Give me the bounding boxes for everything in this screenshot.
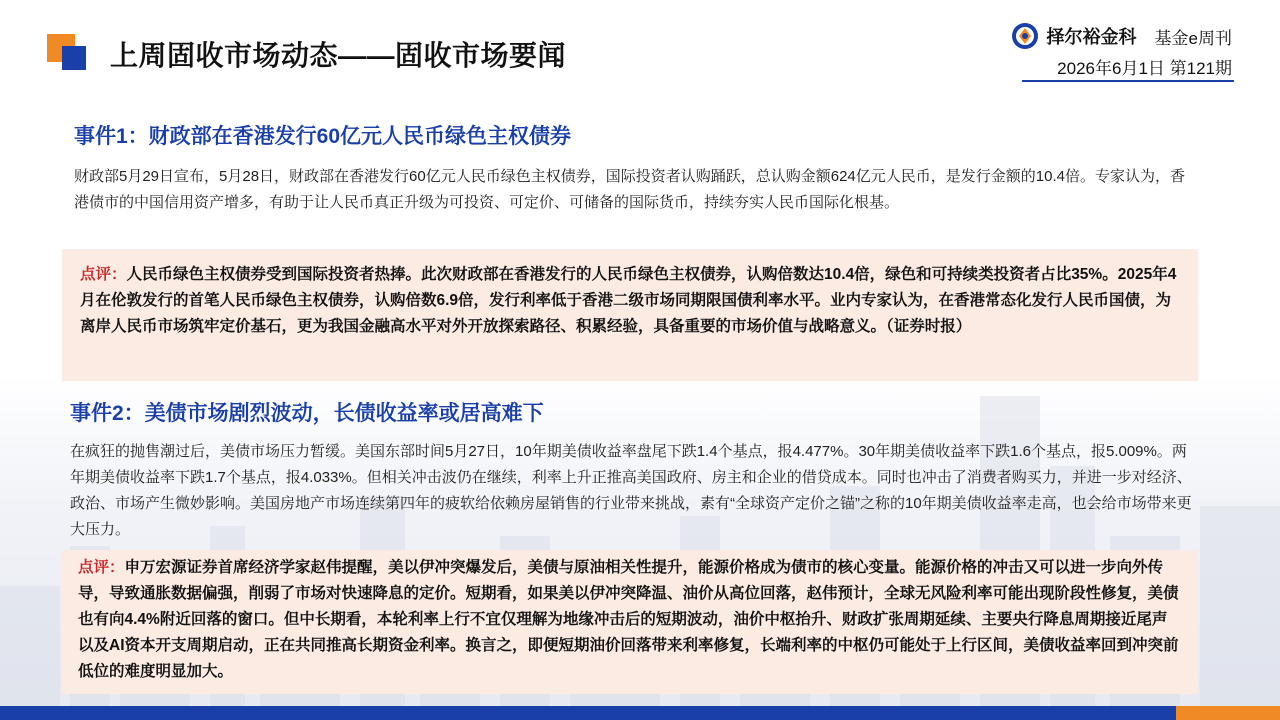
event1-comment-text: 人民币绿色主权债券受到国际投资者热捧。此次财政部在香港发行的人民币绿色主权债券，认购倍数达10.4倍，绿色和可持续类投资者占比35%。2025年4月在伦敦发行的首笔人民币绿色主权债券，认购倍数6.9倍，发行利率低于香港二级市场同期限国债利率水平。业内专家认为，在香港常态化发行人民币国债，为离岸人民币市场筑牢定价基石，更为我国金融高水平对外开放探索路径、积累经验，具备重要的市场价值与战略意义。（证券时报）	[80, 266, 1177, 335]
event2-body: 在疯狂的抛售潮过后，美债市场压力暂缓。美国东部时间5月27日，10年期美债收益率盘尾下跌1.4个基点，报4.477%。30年期美债收益率下跌1.6个基点，报5.009%。两年期美债收益率下跌1.7个基点，报4.033%。但相关冲击波仍在继续，利率上升正推高美国政府、房主和企业的借贷成本。同时也冲击了消费者购买力，并进一步对经济、政治、市场产生微妙影响。美国房地产市场连续第四年的疲软给依赖房屋销售的行业带来挑战，素有“全球资产定价之锚”之称的10年期美债收益率走高，也会给市场带来更大压力。	[70, 443, 1192, 538]
footer-bar	[0, 706, 1280, 720]
brand-logo-icon	[1011, 22, 1039, 50]
event2-comment-box	[62, 550, 1198, 694]
title-accent-blue-square	[62, 46, 86, 70]
event2-title: 事件2：美债市场剧烈波动，长债收益率或居高难下	[70, 402, 544, 425]
issue-date: 2026年6月1日 第121期	[1057, 59, 1232, 78]
event2-comment-text: 申万宏源证券首席经济学家赵伟提醒，美以伊冲突爆发后，美债与原油相关性提升，能源价格成为债市的核心变量。能源价格的冲击又可以进一步向外传导，导致通胀数据偏强，削弱了市场对快速降息的定价。短期看，如果美以伊冲突降温、油价从高位回落，赵伟预计，全球无风险利率可能出现阶段性修复，美债也有向4.4%附近回落的窗口。但中长期看，本轮利率上行不宜仅理解为地缘冲击后的短期波动，油价中枢抬升、财政扩张周期延续、主要央行降息周期接近尾声以及AI资本开支周期启动，正在共同推高长期资金利率。换言之，即便短期油价回落带来利率修复，长端利率的中枢仍可能处于上行区间，美债收益率回到冲突前低位的难度明显加大。	[78, 559, 1179, 680]
header-underline	[1022, 80, 1234, 82]
event1-title: 事件1：财政部在香港发行60亿元人民币绿色主权债券	[74, 125, 572, 148]
publication-name: 基金e周刊	[1154, 28, 1232, 48]
header-brand-block	[1011, 22, 1232, 79]
footer-accent	[1176, 706, 1280, 720]
event1-body: 财政部5月29日宣布，5月28日，财政部在香港发行60亿元人民币绿色主权债券，国际投资者认购踊跃，总认购金额624亿元人民币，是发行金额的10.4倍。专家认为，香港债市的中国信用资产增多，有助于让人民币真正升级为可投资、可定价、可储备的国际货币，持续夯实人民币国际化根基。	[74, 168, 1185, 211]
event1-comment-label: 点评：	[80, 266, 127, 283]
page-title: 上周固收市场动态——固收市场要闻	[110, 40, 567, 71]
event1-comment-box	[62, 249, 1198, 381]
brand-row	[1011, 22, 1232, 50]
brand-name: 择尔裕金科	[1046, 27, 1137, 47]
event2-comment-label: 点评：	[78, 559, 125, 576]
